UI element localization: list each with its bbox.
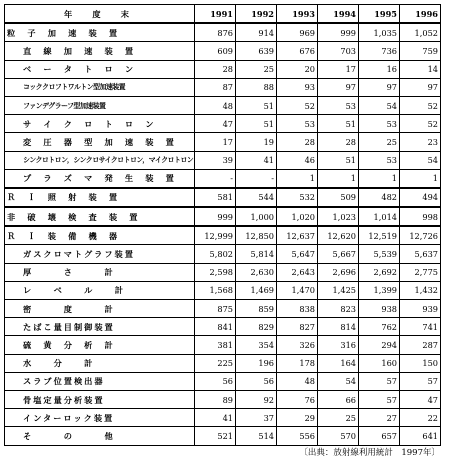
cell-value: 482 bbox=[359, 188, 400, 207]
cell-value: 1 bbox=[277, 169, 318, 188]
cell-value: 89 bbox=[195, 390, 236, 408]
table-row bbox=[5, 23, 441, 42]
cell-value: 1,470 bbox=[277, 281, 318, 299]
cell-value: 51 bbox=[318, 115, 359, 133]
cell-value: 2,630 bbox=[236, 263, 277, 281]
cell-value: 676 bbox=[277, 42, 318, 60]
row-label: 硫 黄 分 析 計 bbox=[5, 336, 195, 354]
cell-value: 1 bbox=[400, 169, 441, 188]
row-label: ファンデグラーフ型加速装置 bbox=[5, 96, 195, 114]
cell-value: 998 bbox=[400, 207, 441, 226]
table-row bbox=[5, 336, 441, 354]
cell-value: 703 bbox=[318, 42, 359, 60]
row-label: プ ラ ズ マ 発 生 装 置 bbox=[5, 169, 195, 188]
cell-value: 827 bbox=[277, 318, 318, 336]
cell-value: 1,469 bbox=[236, 281, 277, 299]
cell-value: 97 bbox=[400, 78, 441, 96]
source-citation: 〔出典：放射線利用統計 1997年〕 bbox=[299, 448, 440, 458]
cell-value: 875 bbox=[195, 300, 236, 318]
cell-value: 1,014 bbox=[359, 207, 400, 226]
cell-value: 1,425 bbox=[318, 281, 359, 299]
table-row bbox=[5, 133, 441, 151]
document-page bbox=[4, 4, 440, 446]
cell-value: 52 bbox=[400, 115, 441, 133]
cell-value: 2,692 bbox=[359, 263, 400, 281]
cell-value: 570 bbox=[318, 427, 359, 445]
cell-value: 354 bbox=[236, 336, 277, 354]
cell-value: 1,052 bbox=[400, 23, 441, 42]
cell-value: 1,035 bbox=[359, 23, 400, 42]
cell-value: 999 bbox=[318, 23, 359, 42]
table-row bbox=[5, 188, 441, 207]
row-label: シンクロトロン，シンクロサイクロトロン，マイクロトロン bbox=[5, 151, 195, 169]
row-label: 水 分 計 bbox=[5, 354, 195, 372]
cell-value: 12,726 bbox=[400, 226, 441, 245]
header-year: 1993 bbox=[277, 5, 318, 24]
row-label: 非 破 壊 検 査 装 置 bbox=[5, 207, 195, 226]
cell-value: 39 bbox=[195, 151, 236, 169]
cell-value: 859 bbox=[236, 300, 277, 318]
table-row bbox=[5, 354, 441, 372]
cell-value: 20 bbox=[277, 60, 318, 78]
row-label: スラブ位置検出器 bbox=[5, 372, 195, 390]
cell-value: 1 bbox=[359, 169, 400, 188]
table-row bbox=[5, 372, 441, 390]
cell-value: 1,432 bbox=[400, 281, 441, 299]
row-label: コッククロフトワルトン型加速装置 bbox=[5, 78, 195, 96]
cell-value: 92 bbox=[236, 390, 277, 408]
cell-value: 25 bbox=[359, 133, 400, 151]
cell-value: 759 bbox=[400, 42, 441, 60]
cell-value: 17 bbox=[195, 133, 236, 151]
header-row bbox=[5, 5, 441, 24]
cell-value: 47 bbox=[195, 115, 236, 133]
table-row bbox=[5, 281, 441, 299]
row-label: レ ベ ル 計 bbox=[5, 281, 195, 299]
cell-value: 969 bbox=[277, 23, 318, 42]
row-label: そ の 他 bbox=[5, 427, 195, 445]
table-row bbox=[5, 207, 441, 226]
cell-value: 2,598 bbox=[195, 263, 236, 281]
header-year: 1991 bbox=[195, 5, 236, 24]
cell-value: 1,399 bbox=[359, 281, 400, 299]
cell-value: 29 bbox=[277, 409, 318, 427]
cell-value: 76 bbox=[277, 390, 318, 408]
table-row bbox=[5, 169, 441, 188]
cell-value: 544 bbox=[236, 188, 277, 207]
cell-value: 16 bbox=[359, 60, 400, 78]
cell-value: 28 bbox=[318, 133, 359, 151]
cell-value: 97 bbox=[359, 78, 400, 96]
cell-value: 88 bbox=[236, 78, 277, 96]
cell-value: 2,643 bbox=[277, 263, 318, 281]
cell-value: 762 bbox=[359, 318, 400, 336]
cell-value: 97 bbox=[318, 78, 359, 96]
row-label: 骨塩定量分析装置 bbox=[5, 390, 195, 408]
cell-value: 25 bbox=[236, 60, 277, 78]
header-year: 1996 bbox=[400, 5, 441, 24]
cell-value: 41 bbox=[195, 409, 236, 427]
cell-value: - bbox=[236, 169, 277, 188]
row-label: 直 線 加 速 装 置 bbox=[5, 42, 195, 60]
table-row bbox=[5, 245, 441, 263]
row-label: インターロック装置 bbox=[5, 409, 195, 427]
cell-value: 52 bbox=[400, 96, 441, 114]
cell-value: 1,568 bbox=[195, 281, 236, 299]
cell-value: 225 bbox=[195, 354, 236, 372]
table-row bbox=[5, 78, 441, 96]
table-row bbox=[5, 226, 441, 245]
cell-value: 25 bbox=[318, 409, 359, 427]
cell-value: 5,647 bbox=[277, 245, 318, 263]
cell-value: 381 bbox=[195, 336, 236, 354]
cell-value: 657 bbox=[359, 427, 400, 445]
cell-value: 51 bbox=[236, 115, 277, 133]
table-row bbox=[5, 42, 441, 60]
cell-value: 178 bbox=[277, 354, 318, 372]
row-label: 変 圧 器 型 加 速 装 置 bbox=[5, 133, 195, 151]
row-label: Ｒ Ｉ 照 射 装 置 bbox=[5, 188, 195, 207]
cell-value: 52 bbox=[277, 96, 318, 114]
cell-value: 160 bbox=[359, 354, 400, 372]
cell-value: 294 bbox=[359, 336, 400, 354]
statistics-table bbox=[4, 4, 441, 446]
cell-value: 639 bbox=[236, 42, 277, 60]
cell-value: 46 bbox=[277, 151, 318, 169]
table-row bbox=[5, 60, 441, 78]
table-row bbox=[5, 318, 441, 336]
cell-value: 12,850 bbox=[236, 226, 277, 245]
row-label: 厚 さ 計 bbox=[5, 263, 195, 281]
cell-value: 532 bbox=[277, 188, 318, 207]
cell-value: 57 bbox=[400, 372, 441, 390]
cell-value: 57 bbox=[359, 390, 400, 408]
cell-value: 54 bbox=[318, 372, 359, 390]
cell-value: 19 bbox=[236, 133, 277, 151]
cell-value: 12,999 bbox=[195, 226, 236, 245]
cell-value: 48 bbox=[277, 372, 318, 390]
cell-value: 741 bbox=[400, 318, 441, 336]
cell-value: 93 bbox=[277, 78, 318, 96]
table-row bbox=[5, 427, 441, 445]
cell-value: 28 bbox=[195, 60, 236, 78]
table-row bbox=[5, 115, 441, 133]
cell-value: 54 bbox=[359, 96, 400, 114]
cell-value: 5,667 bbox=[318, 245, 359, 263]
cell-value: 53 bbox=[359, 115, 400, 133]
cell-value: 609 bbox=[195, 42, 236, 60]
cell-value: 326 bbox=[277, 336, 318, 354]
cell-value: 938 bbox=[359, 300, 400, 318]
cell-value: 287 bbox=[400, 336, 441, 354]
cell-value: 1 bbox=[318, 169, 359, 188]
cell-value: 556 bbox=[277, 427, 318, 445]
cell-value: 1,000 bbox=[236, 207, 277, 226]
cell-value: 514 bbox=[236, 427, 277, 445]
row-label: 粒 子 加 速 装 置 bbox=[5, 23, 195, 42]
cell-value: 581 bbox=[195, 188, 236, 207]
cell-value: 51 bbox=[236, 96, 277, 114]
cell-value: 53 bbox=[277, 115, 318, 133]
header-year: 1995 bbox=[359, 5, 400, 24]
header-year: 1992 bbox=[236, 5, 277, 24]
cell-value: 2,696 bbox=[318, 263, 359, 281]
cell-value: 5,802 bbox=[195, 245, 236, 263]
cell-value: 5,637 bbox=[400, 245, 441, 263]
cell-value: 999 bbox=[195, 207, 236, 226]
cell-value: 1,020 bbox=[277, 207, 318, 226]
cell-value: 87 bbox=[195, 78, 236, 96]
row-label: たばこ量目制御装置 bbox=[5, 318, 195, 336]
cell-value: 47 bbox=[400, 390, 441, 408]
row-label: ベ ー タ ト ロ ン bbox=[5, 60, 195, 78]
cell-value: 17 bbox=[318, 60, 359, 78]
cell-value: 838 bbox=[277, 300, 318, 318]
cell-value: 196 bbox=[236, 354, 277, 372]
cell-value: 736 bbox=[359, 42, 400, 60]
cell-value: 27 bbox=[359, 409, 400, 427]
cell-value: 2,775 bbox=[400, 263, 441, 281]
cell-value: 829 bbox=[236, 318, 277, 336]
cell-value: 56 bbox=[236, 372, 277, 390]
header-year: 1994 bbox=[318, 5, 359, 24]
table-row bbox=[5, 390, 441, 408]
cell-value: 22 bbox=[400, 409, 441, 427]
row-label: ガスクロマトグラフ装置 bbox=[5, 245, 195, 263]
table-row bbox=[5, 409, 441, 427]
cell-value: 53 bbox=[318, 96, 359, 114]
cell-value: 509 bbox=[318, 188, 359, 207]
cell-value: 37 bbox=[236, 409, 277, 427]
table-row bbox=[5, 96, 441, 114]
cell-value: 316 bbox=[318, 336, 359, 354]
cell-value: - bbox=[195, 169, 236, 188]
cell-value: 28 bbox=[277, 133, 318, 151]
header-year-end-label: 年 度 末 bbox=[5, 5, 195, 24]
cell-value: 876 bbox=[195, 23, 236, 42]
cell-value: 54 bbox=[400, 151, 441, 169]
cell-value: 5,539 bbox=[359, 245, 400, 263]
cell-value: 1,023 bbox=[318, 207, 359, 226]
cell-value: 57 bbox=[359, 372, 400, 390]
cell-value: 14 bbox=[400, 60, 441, 78]
cell-value: 56 bbox=[195, 372, 236, 390]
cell-value: 939 bbox=[400, 300, 441, 318]
cell-value: 51 bbox=[318, 151, 359, 169]
cell-value: 12,620 bbox=[318, 226, 359, 245]
cell-value: 841 bbox=[195, 318, 236, 336]
cell-value: 5,814 bbox=[236, 245, 277, 263]
table-row bbox=[5, 263, 441, 281]
cell-value: 66 bbox=[318, 390, 359, 408]
row-label: 密 度 計 bbox=[5, 300, 195, 318]
cell-value: 641 bbox=[400, 427, 441, 445]
cell-value: 53 bbox=[359, 151, 400, 169]
cell-value: 12,519 bbox=[359, 226, 400, 245]
cell-value: 494 bbox=[400, 188, 441, 207]
cell-value: 823 bbox=[318, 300, 359, 318]
row-label: Ｒ Ｉ 装 備 機 器 bbox=[5, 226, 195, 245]
cell-value: 23 bbox=[400, 133, 441, 151]
table-row bbox=[5, 151, 441, 169]
cell-value: 41 bbox=[236, 151, 277, 169]
cell-value: 164 bbox=[318, 354, 359, 372]
row-label: サ イ ク ロ ト ロ ン bbox=[5, 115, 195, 133]
cell-value: 48 bbox=[195, 96, 236, 114]
cell-value: 814 bbox=[318, 318, 359, 336]
cell-value: 12,637 bbox=[277, 226, 318, 245]
table-row bbox=[5, 300, 441, 318]
cell-value: 150 bbox=[400, 354, 441, 372]
cell-value: 914 bbox=[236, 23, 277, 42]
cell-value: 521 bbox=[195, 427, 236, 445]
